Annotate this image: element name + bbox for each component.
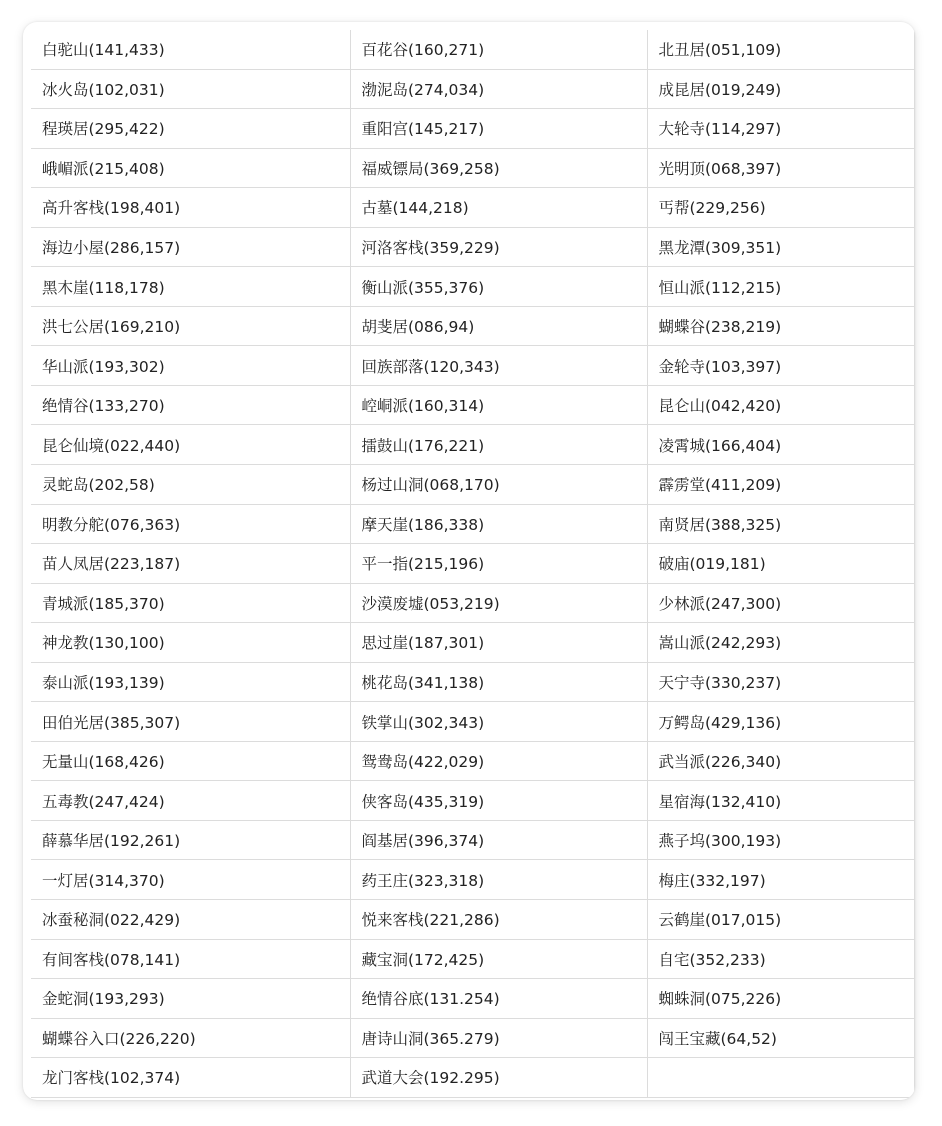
location-cell: 金蛇洞(193,293) — [31, 979, 350, 1019]
location-cell: 铁掌山(302,343) — [350, 702, 647, 742]
table-row — [31, 385, 914, 425]
location-cell: 冰蚕秘洞(022,429) — [31, 900, 350, 940]
location-cell: 蜘蛛洞(075,226) — [647, 979, 914, 1019]
location-cell: 云鹤崖(017,015) — [647, 900, 914, 940]
table-row — [31, 188, 914, 228]
location-cell: 武当派(226,340) — [647, 741, 914, 781]
location-cell: 杨过山洞(068,170) — [350, 465, 647, 505]
location-cell: 闯王宝藏(64,52) — [647, 1018, 914, 1058]
location-cell: 平一指(215,196) — [350, 544, 647, 584]
location-cell: 嵩山派(242,293) — [647, 623, 914, 663]
location-cell: 大轮寺(114,297) — [647, 109, 914, 149]
location-cell: 恒山派(112,215) — [647, 267, 914, 307]
location-cell: 河洛客栈(359,229) — [350, 227, 647, 267]
table-row — [31, 820, 914, 860]
location-cell: 南贤居(388,325) — [647, 504, 914, 544]
location-cell: 灵蛇岛(202,58) — [31, 465, 350, 505]
location-cell: 神龙教(130,100) — [31, 623, 350, 663]
location-cell: 冰火岛(102,031) — [31, 69, 350, 109]
location-cell: 渤泥岛(274,034) — [350, 69, 647, 109]
location-cell: 田伯光居(385,307) — [31, 702, 350, 742]
location-cell: 梅庄(332,197) — [647, 860, 914, 900]
location-cell: 侠客岛(435,319) — [350, 781, 647, 821]
table-row — [31, 860, 914, 900]
location-cell: 程瑛居(295,422) — [31, 109, 350, 149]
location-cell: 有间客栈(078,141) — [31, 939, 350, 979]
location-cell: 蝴蝶谷(238,219) — [647, 306, 914, 346]
table-row — [31, 30, 914, 69]
location-cell: 成昆居(019,249) — [647, 69, 914, 109]
table-row — [31, 781, 914, 821]
location-cell: 华山派(193,302) — [31, 346, 350, 386]
table-row — [31, 306, 914, 346]
location-cell: 洪七公居(169,210) — [31, 306, 350, 346]
location-cell: 胡斐居(086,94) — [350, 306, 647, 346]
location-cell: 金轮寺(103,397) — [647, 346, 914, 386]
location-cell: 悦来客栈(221,286) — [350, 900, 647, 940]
location-cell: 高升客栈(198,401) — [31, 188, 350, 228]
location-cell: 绝情谷(133,270) — [31, 385, 350, 425]
location-cell: 丐帮(229,256) — [647, 188, 914, 228]
location-cell: 武道大会(192.295) — [350, 1058, 647, 1098]
table-row — [31, 939, 914, 979]
location-cell: 光明顶(068,397) — [647, 148, 914, 188]
location-cell: 五毒教(247,424) — [31, 781, 350, 821]
location-cell: 重阳宫(145,217) — [350, 109, 647, 149]
table-row — [31, 1018, 914, 1058]
location-cell: 峨嵋派(215,408) — [31, 148, 350, 188]
location-cell: 天宁寺(330,237) — [647, 662, 914, 702]
location-cell: 昆仑山(042,420) — [647, 385, 914, 425]
location-cell: 破庙(019,181) — [647, 544, 914, 584]
location-cell: 霹雳堂(411,209) — [647, 465, 914, 505]
location-cell: 北丑居(051,109) — [647, 30, 914, 69]
table-row — [31, 544, 914, 584]
location-cell: 唐诗山洞(365.279) — [350, 1018, 647, 1058]
location-cell: 昆仑仙境(022,440) — [31, 425, 350, 465]
location-table — [31, 30, 915, 1098]
location-cell: 龙门客栈(102,374) — [31, 1058, 350, 1098]
table-row — [31, 465, 914, 505]
location-cell: 福威镖局(369,258) — [350, 148, 647, 188]
table-row — [31, 583, 914, 623]
table-row — [31, 267, 914, 307]
table-row — [31, 741, 914, 781]
table-row — [31, 900, 914, 940]
location-cell: 回族部落(120,343) — [350, 346, 647, 386]
location-cell: 泰山派(193,139) — [31, 662, 350, 702]
location-cell: 苗人凤居(223,187) — [31, 544, 350, 584]
location-cell: 青城派(185,370) — [31, 583, 350, 623]
location-cell: 白驼山(141,433) — [31, 30, 350, 69]
table-row — [31, 425, 914, 465]
location-card — [23, 22, 915, 1100]
location-cell: 星宿海(132,410) — [647, 781, 914, 821]
table-row — [31, 148, 914, 188]
table-row — [31, 504, 914, 544]
location-cell: 藏宝洞(172,425) — [350, 939, 647, 979]
location-cell: 阎基居(396,374) — [350, 820, 647, 860]
table-row — [31, 702, 914, 742]
table-row — [31, 979, 914, 1019]
location-cell: 思过崖(187,301) — [350, 623, 647, 663]
location-cell: 凌霄城(166,404) — [647, 425, 914, 465]
location-cell: 明教分舵(076,363) — [31, 504, 350, 544]
location-cell: 摩天崖(186,338) — [350, 504, 647, 544]
location-cell: 衡山派(355,376) — [350, 267, 647, 307]
location-cell: 擂鼓山(176,221) — [350, 425, 647, 465]
table-row — [31, 346, 914, 386]
location-cell: 万鳄岛(429,136) — [647, 702, 914, 742]
table-row — [31, 1058, 914, 1098]
location-cell — [647, 1058, 914, 1098]
table-row — [31, 623, 914, 663]
location-cell: 无量山(168,426) — [31, 741, 350, 781]
table-row — [31, 69, 914, 109]
location-cell: 黑木崖(118,178) — [31, 267, 350, 307]
location-cell: 黑龙潭(309,351) — [647, 227, 914, 267]
location-cell: 蝴蝶谷入口(226,220) — [31, 1018, 350, 1058]
location-table-body — [31, 30, 914, 1097]
location-cell: 鸳鸯岛(422,029) — [350, 741, 647, 781]
location-cell: 自宅(352,233) — [647, 939, 914, 979]
location-cell: 药王庄(323,318) — [350, 860, 647, 900]
location-cell: 一灯居(314,370) — [31, 860, 350, 900]
table-row — [31, 109, 914, 149]
location-cell: 崆峒派(160,314) — [350, 385, 647, 425]
location-cell: 桃花岛(341,138) — [350, 662, 647, 702]
table-row — [31, 227, 914, 267]
location-cell: 海边小屋(286,157) — [31, 227, 350, 267]
location-cell: 古墓(144,218) — [350, 188, 647, 228]
location-cell: 绝情谷底(131.254) — [350, 979, 647, 1019]
table-row — [31, 662, 914, 702]
location-cell: 薛慕华居(192,261) — [31, 820, 350, 860]
location-cell: 燕子坞(300,193) — [647, 820, 914, 860]
location-cell: 沙漠废墟(053,219) — [350, 583, 647, 623]
location-cell: 百花谷(160,271) — [350, 30, 647, 69]
location-cell: 少林派(247,300) — [647, 583, 914, 623]
